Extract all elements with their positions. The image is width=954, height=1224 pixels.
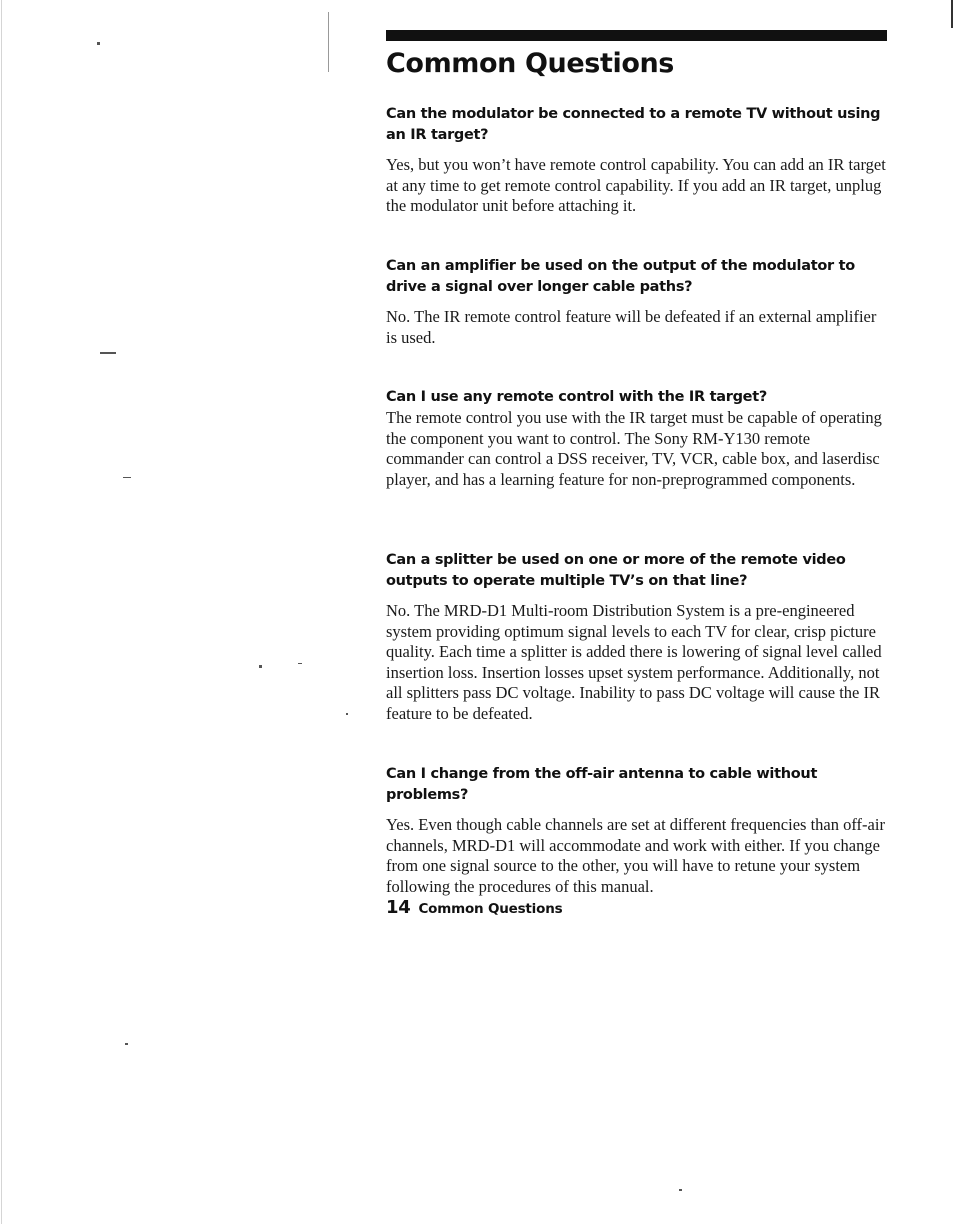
- scan-speck: [328, 12, 329, 72]
- faq-item: [386, 104, 886, 217]
- scan-speck: [298, 663, 302, 664]
- page-footer: [386, 897, 562, 918]
- scan-speck: [679, 1189, 682, 1191]
- faq-answer: No. The MRD-D1 Multi-room Distribution System is a pre-engineered system providing optimum signal levels to each TV for clear, crisp picture quality. Each time a splitter is added there is lowering of signal level called insertion loss. Insertion losses upset system performance. Additionally, not all splitters pass DC voltage. Inability to pass DC voltage will cause the IR feature to be defeated.: [386, 601, 882, 723]
- scan-speck: [100, 352, 116, 354]
- faq-answer: Yes, but you won’t have remote control capability. You can add an IR target at any time to get remote control capability. If you add an IR target, unplug the modulator unit before attaching it.: [386, 155, 886, 215]
- scan-speck: [259, 665, 262, 668]
- scan-speck: [97, 42, 100, 45]
- faq-question: Can I change from the off-air antenna to cable without problems?: [386, 766, 818, 803]
- page-number: 14: [386, 897, 411, 918]
- scan-edge-line: [1, 0, 2, 1224]
- faq-question: Can a splitter be used on one or more of the remote video outputs to operate multiple TV’s on that line?: [386, 552, 846, 589]
- header-rule: [386, 30, 887, 41]
- faq-item: [386, 764, 886, 897]
- footer-section-title: Common Questions: [418, 901, 563, 917]
- faq-question: Can I use any remote control with the IR target?: [386, 389, 767, 405]
- faq-answer: No. The IR remote control feature will be defeated if an external amplifier is used.: [386, 307, 877, 347]
- scan-speck: [123, 477, 131, 478]
- faq-answer: The remote control you use with the IR target must be capable of operating the component you want to control. The Sony RM-Y130 remote commander can control a DSS receiver, TV, VCR, cable box, and laserdisc player, and has a learning feature for non-preprogrammed components.: [386, 408, 882, 489]
- faq-item: [386, 387, 886, 490]
- faq-answer: Yes. Even though cable channels are set at different frequencies than off-air channels, MRD-D1 will accommodate and work with either. If you change from one signal source to the other, you will have to retune your system following the procedures of this manual.: [386, 815, 885, 896]
- faq-question: Can the modulator be connected to a remote TV without using an IR target?: [386, 106, 881, 143]
- scan-edge-line: [951, 0, 953, 28]
- faq-item: [386, 256, 886, 348]
- faq-item: [386, 550, 886, 724]
- scan-speck: [346, 713, 348, 715]
- page-title: Common Questions: [386, 48, 674, 79]
- faq-question: Can an amplifier be used on the output of the modulator to drive a signal over longer cable paths?: [386, 258, 855, 295]
- scan-speck: [125, 1043, 128, 1045]
